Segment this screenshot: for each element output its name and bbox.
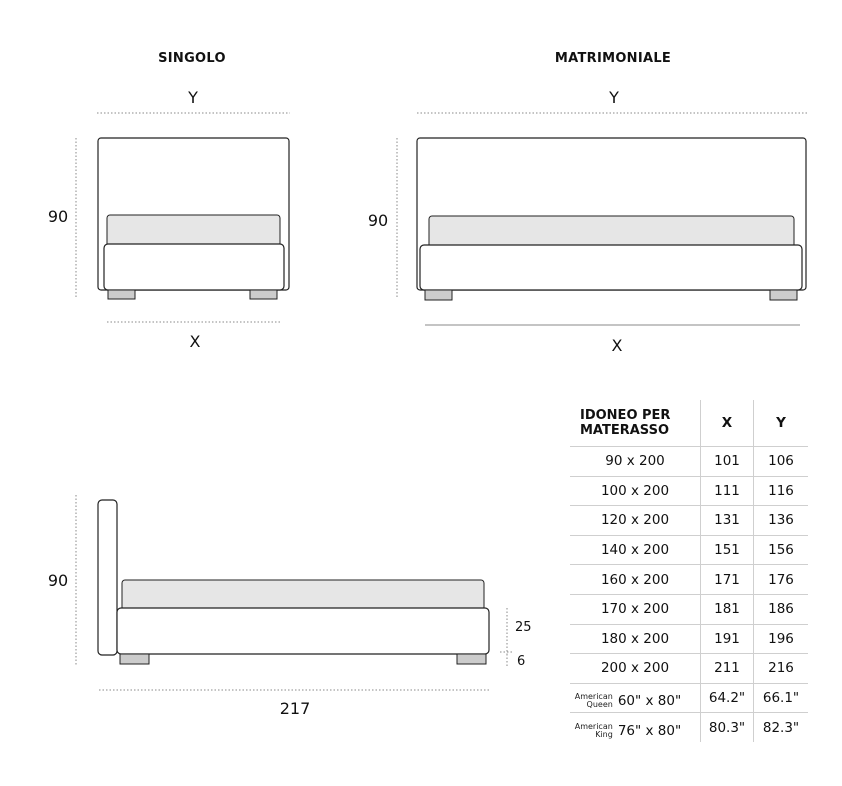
size-label: 60" x 80"	[617, 693, 682, 710]
double-height-label: 90	[367, 211, 389, 230]
y-value-cell: 176	[754, 565, 809, 595]
header-y: Y	[754, 400, 809, 447]
table-row	[570, 624, 808, 654]
x-value-cell: 211	[701, 654, 754, 684]
size-label: 160 x 200	[600, 571, 670, 588]
x-value-cell: 151	[701, 535, 754, 565]
mattress-size-cell	[570, 476, 701, 506]
side-length-label: 217	[279, 699, 311, 718]
y-value-cell: 82.3"	[754, 713, 809, 742]
y-value-cell: 106	[754, 447, 809, 477]
table-row	[570, 476, 808, 506]
x-value-cell: 101	[701, 447, 754, 477]
mattress-size-cell	[570, 565, 701, 595]
mattress-size-cell	[570, 594, 701, 624]
mattress-size-cell	[570, 447, 701, 477]
single-bed-front-view	[48, 51, 290, 351]
size-prefix-label: American Queen	[574, 692, 613, 710]
side-headboard	[98, 500, 117, 655]
double-width-label: Y	[609, 88, 619, 107]
table-row	[570, 535, 808, 565]
y-value-cell: 136	[754, 506, 809, 536]
mattress-size-cell	[570, 683, 701, 713]
header-mattress-label: IDONEO PER MATERASSO	[580, 408, 671, 438]
x-value-cell: 131	[701, 506, 754, 536]
x-value-cell: 64.2"	[701, 683, 754, 713]
double-foot-left	[425, 290, 452, 300]
mattress-size-cell	[570, 624, 701, 654]
header-mattress	[570, 400, 701, 447]
table-header-row	[570, 400, 808, 447]
table-row	[570, 713, 808, 742]
table-row	[570, 683, 808, 713]
x-value-cell: 111	[701, 476, 754, 506]
single-foot-left	[108, 290, 135, 299]
single-bottom-label: X	[189, 332, 201, 351]
double-foot-right	[770, 290, 797, 300]
y-value-cell: 216	[754, 654, 809, 684]
double-bottom-label: X	[611, 336, 623, 355]
x-value-cell: 191	[701, 624, 754, 654]
side-foot-height-label: 6	[517, 654, 526, 669]
size-prefix-label: American King	[574, 721, 613, 739]
table-row	[570, 506, 808, 536]
y-value-cell: 196	[754, 624, 809, 654]
mattress-size-cell	[570, 506, 701, 536]
x-value-cell: 80.3"	[701, 713, 754, 742]
size-label: 100 x 200	[600, 482, 670, 499]
bed-side-view	[48, 495, 532, 718]
side-mattress	[122, 580, 484, 610]
single-title: SINGOLO	[158, 51, 226, 66]
size-label: 170 x 200	[600, 601, 670, 618]
header-x: X	[701, 400, 754, 447]
side-height-label: 90	[47, 571, 69, 590]
double-bed-front-view	[368, 51, 808, 355]
y-value-cell: 66.1"	[754, 683, 809, 713]
size-label: 120 x 200	[600, 512, 670, 529]
y-value-cell: 186	[754, 594, 809, 624]
table-row	[570, 654, 808, 684]
mattress-size-cell	[570, 535, 701, 565]
size-label: 140 x 200	[600, 542, 670, 559]
size-label: 180 x 200	[600, 630, 670, 647]
table-row	[570, 447, 808, 477]
mattress-size-table	[570, 400, 808, 742]
size-label: 200 x 200	[600, 660, 670, 677]
side-base-height-label: 25	[515, 620, 532, 635]
side-foot-right	[457, 654, 486, 664]
single-foot-right	[250, 290, 277, 299]
single-width-label: Y	[188, 88, 198, 107]
side-foot-left	[120, 654, 149, 664]
side-base	[117, 608, 489, 654]
table-row	[570, 565, 808, 595]
single-base	[104, 244, 284, 290]
y-value-cell: 116	[754, 476, 809, 506]
size-label: 90 x 200	[605, 453, 665, 470]
x-value-cell: 171	[701, 565, 754, 595]
mattress-size-cell	[570, 654, 701, 684]
double-title: MATRIMONIALE	[554, 51, 672, 66]
single-height-label: 90	[47, 207, 69, 226]
double-base	[420, 245, 802, 290]
table-row	[570, 594, 808, 624]
size-label: 76" x 80"	[617, 722, 682, 739]
y-value-cell: 156	[754, 535, 809, 565]
x-value-cell: 181	[701, 594, 754, 624]
mattress-size-cell	[570, 713, 701, 742]
